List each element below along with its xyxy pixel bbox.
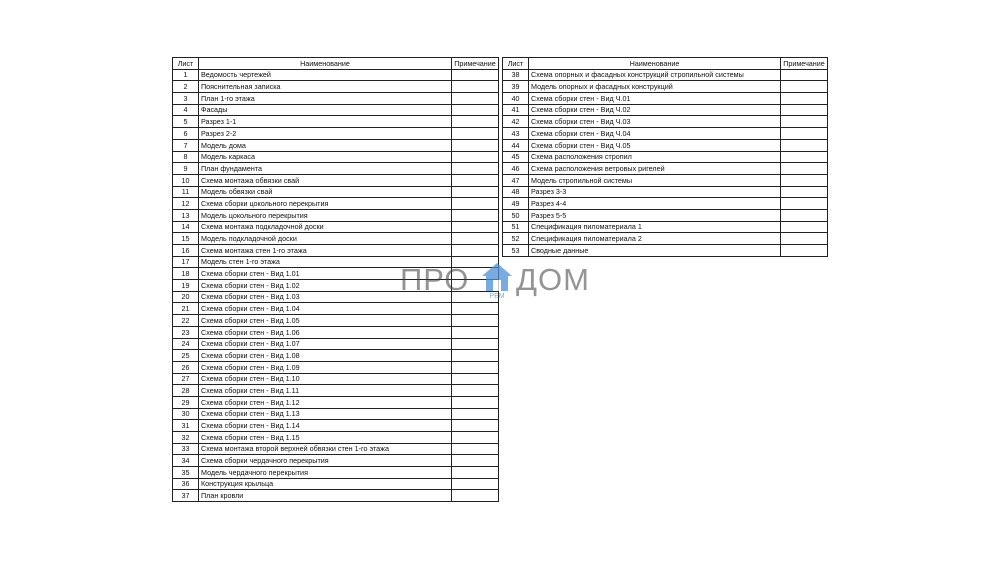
sheet-note: [781, 93, 828, 105]
sheet-number: 15: [173, 233, 199, 245]
sheet-number: 47: [503, 174, 529, 186]
sheet-name: Схема сборки стен - Вид 1.05: [199, 315, 452, 327]
sheet-number: 24: [173, 338, 199, 350]
sheet-number: 18: [173, 268, 199, 280]
sheet-name: Схема сборки стен - Вид Ч.01: [529, 93, 781, 105]
table-row: [173, 467, 499, 479]
sheet-note: [452, 373, 499, 385]
table-row: [173, 151, 499, 163]
house-icon: [480, 261, 514, 299]
sheet-note: [781, 151, 828, 163]
sheet-note: [452, 490, 499, 502]
table-row: [173, 245, 499, 257]
sheet-number: 21: [173, 303, 199, 315]
sheet-note: [781, 163, 828, 175]
sheet-note: [452, 350, 499, 362]
sheet-note: [452, 443, 499, 455]
sheet-number: 14: [173, 221, 199, 233]
sheet-number: 45: [503, 151, 529, 163]
table-row: [173, 338, 499, 350]
sheet-name: Разрез 5-5: [529, 209, 781, 221]
table-row: [173, 128, 499, 140]
sheet-note: [452, 69, 499, 81]
sheet-name: Схема сборки стен - Вид Ч.05: [529, 139, 781, 151]
table-row: [503, 221, 828, 233]
sheet-note: [781, 209, 828, 221]
table-row: [173, 443, 499, 455]
sheet-name: Схема расположения стропил: [529, 151, 781, 163]
sheet-number: 37: [173, 490, 199, 502]
sheet-name: Модель стропильной системы: [529, 174, 781, 186]
sheet-number: 13: [173, 209, 199, 221]
sheet-number: 51: [503, 221, 529, 233]
sheet-name: Модель каркаса: [199, 151, 452, 163]
table-row: [503, 233, 828, 245]
sheet-name: Схема сборки стен - Вид 1.07: [199, 338, 452, 350]
sheet-number: 36: [173, 478, 199, 490]
sheet-note: [452, 151, 499, 163]
table-row: [173, 81, 499, 93]
sheet-note: [781, 81, 828, 93]
sheet-name: Схема монтажа обвязки свай: [199, 174, 452, 186]
sheet-name: Ведомость чертежей: [199, 69, 452, 81]
sheet-number: 33: [173, 443, 199, 455]
sheet-note: [452, 163, 499, 175]
sheet-note: [781, 69, 828, 81]
watermark-text-right: ДОМ: [516, 262, 590, 297]
sheet-note: [452, 432, 499, 444]
sheet-note: [781, 245, 828, 257]
sheet-name: Модель стен 1-го этажа: [199, 256, 452, 268]
sheet-name: Схема сборки стен - Вид Ч.04: [529, 128, 781, 140]
sheet-number: 42: [503, 116, 529, 128]
sheet-name: План фундамента: [199, 163, 452, 175]
table-row: [173, 455, 499, 467]
table-row: [173, 420, 499, 432]
sheet-note: [781, 104, 828, 116]
sheet-number: 12: [173, 198, 199, 210]
sheet-number: 43: [503, 128, 529, 140]
sheet-name: Схема сборки стен - Вид 1.11: [199, 385, 452, 397]
table-row: [173, 478, 499, 490]
sheet-number: 53: [503, 245, 529, 257]
sheet-number: 9: [173, 163, 199, 175]
sheet-number: 2: [173, 81, 199, 93]
watermark-small-text: РЕМ: [489, 293, 505, 299]
sheet-name: Сводные данные: [529, 245, 781, 257]
sheet-name: Схема сборки стен - Вид 1.09: [199, 361, 452, 373]
sheet-name: Схема сборки стен - Вид 1.08: [199, 350, 452, 362]
sheet-number: 28: [173, 385, 199, 397]
table-row: [503, 104, 828, 116]
table-row: [503, 151, 828, 163]
table-row: [173, 490, 499, 502]
table-row: [503, 93, 828, 105]
table-row: [173, 139, 499, 151]
sheet-note: [452, 116, 499, 128]
table-row: [173, 315, 499, 327]
sheet-name: План 1-го этажа: [199, 93, 452, 105]
sheet-number: 23: [173, 326, 199, 338]
header-note: Примечание: [452, 58, 499, 70]
sheet-name: Схема сборки стен - Вид 1.06: [199, 326, 452, 338]
table-row: [173, 385, 499, 397]
sheet-number: 11: [173, 186, 199, 198]
sheet-number: 34: [173, 455, 199, 467]
table-row: [173, 198, 499, 210]
table-row: [173, 326, 499, 338]
table-row: [503, 186, 828, 198]
sheet-number: 3: [173, 93, 199, 105]
sheet-name: Разрез 2-2: [199, 128, 452, 140]
sheet-note: [452, 174, 499, 186]
sheet-name: Модель обвязки свай: [199, 186, 452, 198]
sheet-name: Схема расположения ветровых ригелей: [529, 163, 781, 175]
table-row: [173, 373, 499, 385]
sheet-number: 19: [173, 280, 199, 292]
sheet-name: Схема сборки стен - Вид 1.10: [199, 373, 452, 385]
sheet-name: Схема сборки стен - Вид 1.13: [199, 408, 452, 420]
sheet-note: [452, 396, 499, 408]
sheet-note: [452, 186, 499, 198]
table-row: [173, 116, 499, 128]
sheet-name: Схема монтажа второй верхней обвязки стен 1-го этажа: [199, 443, 452, 455]
sheet-name: Фасады: [199, 104, 452, 116]
sheet-note: [452, 245, 499, 257]
sheet-number: 10: [173, 174, 199, 186]
sheet-note: [452, 385, 499, 397]
table-row: [503, 69, 828, 81]
sheet-number: 30: [173, 408, 199, 420]
sheet-name: Разрез 1-1: [199, 116, 452, 128]
sheet-name: Схема сборки стен - Вид 1.12: [199, 396, 452, 408]
sheet-note: [452, 326, 499, 338]
table-row: [173, 163, 499, 175]
sheet-number: 46: [503, 163, 529, 175]
sheet-number: 20: [173, 291, 199, 303]
sheet-note: [452, 104, 499, 116]
sheet-name: Модель дома: [199, 139, 452, 151]
sheet-number: 40: [503, 93, 529, 105]
sheet-number: 5: [173, 116, 199, 128]
table-row: [503, 81, 828, 93]
sheet-number: 44: [503, 139, 529, 151]
table-row: [173, 303, 499, 315]
table-row: [173, 432, 499, 444]
sheet-name: Модель подкладочной доски: [199, 233, 452, 245]
table-row: [173, 233, 499, 245]
sheet-number: 35: [173, 467, 199, 479]
sheet-name: Спецификация пиломатериала 2: [529, 233, 781, 245]
table-row: [173, 104, 499, 116]
sheet-number: 41: [503, 104, 529, 116]
sheet-number: 8: [173, 151, 199, 163]
sheet-note: [452, 467, 499, 479]
header-name: Наименование: [529, 58, 781, 70]
sheet-name: Схема сборки стен - Вид 1.14: [199, 420, 452, 432]
table-row: [503, 116, 828, 128]
sheet-note: [452, 315, 499, 327]
sheet-number: 32: [173, 432, 199, 444]
header-note: Примечание: [781, 58, 828, 70]
table-row: [173, 69, 499, 81]
watermark-text-left: ПРО: [400, 262, 470, 297]
table-header-row: [173, 58, 499, 70]
table-row: [503, 174, 828, 186]
sheet-name: Модель опорных и фасадных конструкций: [529, 81, 781, 93]
sheet-number: 29: [173, 396, 199, 408]
table-row: [503, 128, 828, 140]
sheet-note: [452, 233, 499, 245]
sheet-note: [781, 233, 828, 245]
sheet-name: Пояснительная записка: [199, 81, 452, 93]
table-row: [173, 350, 499, 362]
sheet-note: [781, 128, 828, 140]
table-row: [173, 408, 499, 420]
sheet-note: [452, 303, 499, 315]
sheet-note: [452, 408, 499, 420]
sheet-name: Схема монтажа подкладочной доски: [199, 221, 452, 233]
sheet-name: План кровли: [199, 490, 452, 502]
sheet-note: [781, 174, 828, 186]
sheet-number: 52: [503, 233, 529, 245]
table-row: [173, 396, 499, 408]
sheet-number: 38: [503, 69, 529, 81]
sheet-name: Модель чердачного перекрытия: [199, 467, 452, 479]
table-row: [503, 209, 828, 221]
sheet-note: [781, 116, 828, 128]
sheet-note: [452, 338, 499, 350]
sheet-note: [452, 209, 499, 221]
sheet-name: Модель цокольного перекрытия: [199, 209, 452, 221]
sheet-number: 49: [503, 198, 529, 210]
sheet-number: 26: [173, 361, 199, 373]
sheet-note: [452, 478, 499, 490]
sheet-note: [781, 186, 828, 198]
sheet-name: Схема опорных и фасадных конструкций стропильной системы: [529, 69, 781, 81]
sheet-name: Конструкция крыльца: [199, 478, 452, 490]
sheet-number: 6: [173, 128, 199, 140]
sheet-name: Разрез 4-4: [529, 198, 781, 210]
sheet-name: Схема сборки чердачного перекрытия: [199, 455, 452, 467]
sheet-name: Схема сборки стен - Вид Ч.03: [529, 116, 781, 128]
sheet-name: Спецификация пиломатериала 1: [529, 221, 781, 233]
table-body-right: [503, 69, 828, 256]
sheet-number: 22: [173, 315, 199, 327]
sheet-name: Схема сборки стен - Вид 1.02: [199, 280, 452, 292]
sheet-number: 17: [173, 256, 199, 268]
table-row: [173, 209, 499, 221]
sheet-name: Схема сборки стен - Вид 1.03: [199, 291, 452, 303]
sheet-note: [452, 455, 499, 467]
watermark-logo: [400, 262, 600, 302]
sheet-note: [452, 128, 499, 140]
sheet-number: 4: [173, 104, 199, 116]
sheet-name: Схема монтажа стен 1-го этажа: [199, 245, 452, 257]
table-row: [173, 93, 499, 105]
sheet-number: 27: [173, 373, 199, 385]
sheet-name: Разрез 3-3: [529, 186, 781, 198]
header-sheet: Лист: [503, 58, 529, 70]
sheet-name: Схема сборки стен - Вид 1.01: [199, 268, 452, 280]
sheet-note: [781, 221, 828, 233]
table-header-row: [503, 58, 828, 70]
sheet-number: 48: [503, 186, 529, 198]
sheet-note: [452, 139, 499, 151]
table-row: [503, 245, 828, 257]
header-name: Наименование: [199, 58, 452, 70]
sheet-note: [452, 198, 499, 210]
sheet-number: 7: [173, 139, 199, 151]
sheet-name: Схема сборки цокольного перекрытия: [199, 198, 452, 210]
sheet-note: [452, 93, 499, 105]
table-row: [173, 186, 499, 198]
sheet-note: [781, 139, 828, 151]
table-row: [503, 163, 828, 175]
sheet-name: Схема сборки стен - Вид 1.15: [199, 432, 452, 444]
sheet-number: 25: [173, 350, 199, 362]
table-row: [173, 361, 499, 373]
sheet-note: [781, 198, 828, 210]
header-sheet: Лист: [173, 58, 199, 70]
sheet-note: [452, 81, 499, 93]
drawings-list-table-right: [502, 57, 828, 257]
sheet-number: 39: [503, 81, 529, 93]
table-row: [173, 174, 499, 186]
sheet-note: [452, 420, 499, 432]
sheet-note: [452, 361, 499, 373]
sheet-number: 16: [173, 245, 199, 257]
sheet-number: 1: [173, 69, 199, 81]
sheet-note: [452, 221, 499, 233]
sheet-number: 50: [503, 209, 529, 221]
table-row: [503, 139, 828, 151]
sheet-number: 31: [173, 420, 199, 432]
sheet-name: Схема сборки стен - Вид Ч.02: [529, 104, 781, 116]
sheet-name: Схема сборки стен - Вид 1.04: [199, 303, 452, 315]
table-row: [173, 221, 499, 233]
table-row: [503, 198, 828, 210]
